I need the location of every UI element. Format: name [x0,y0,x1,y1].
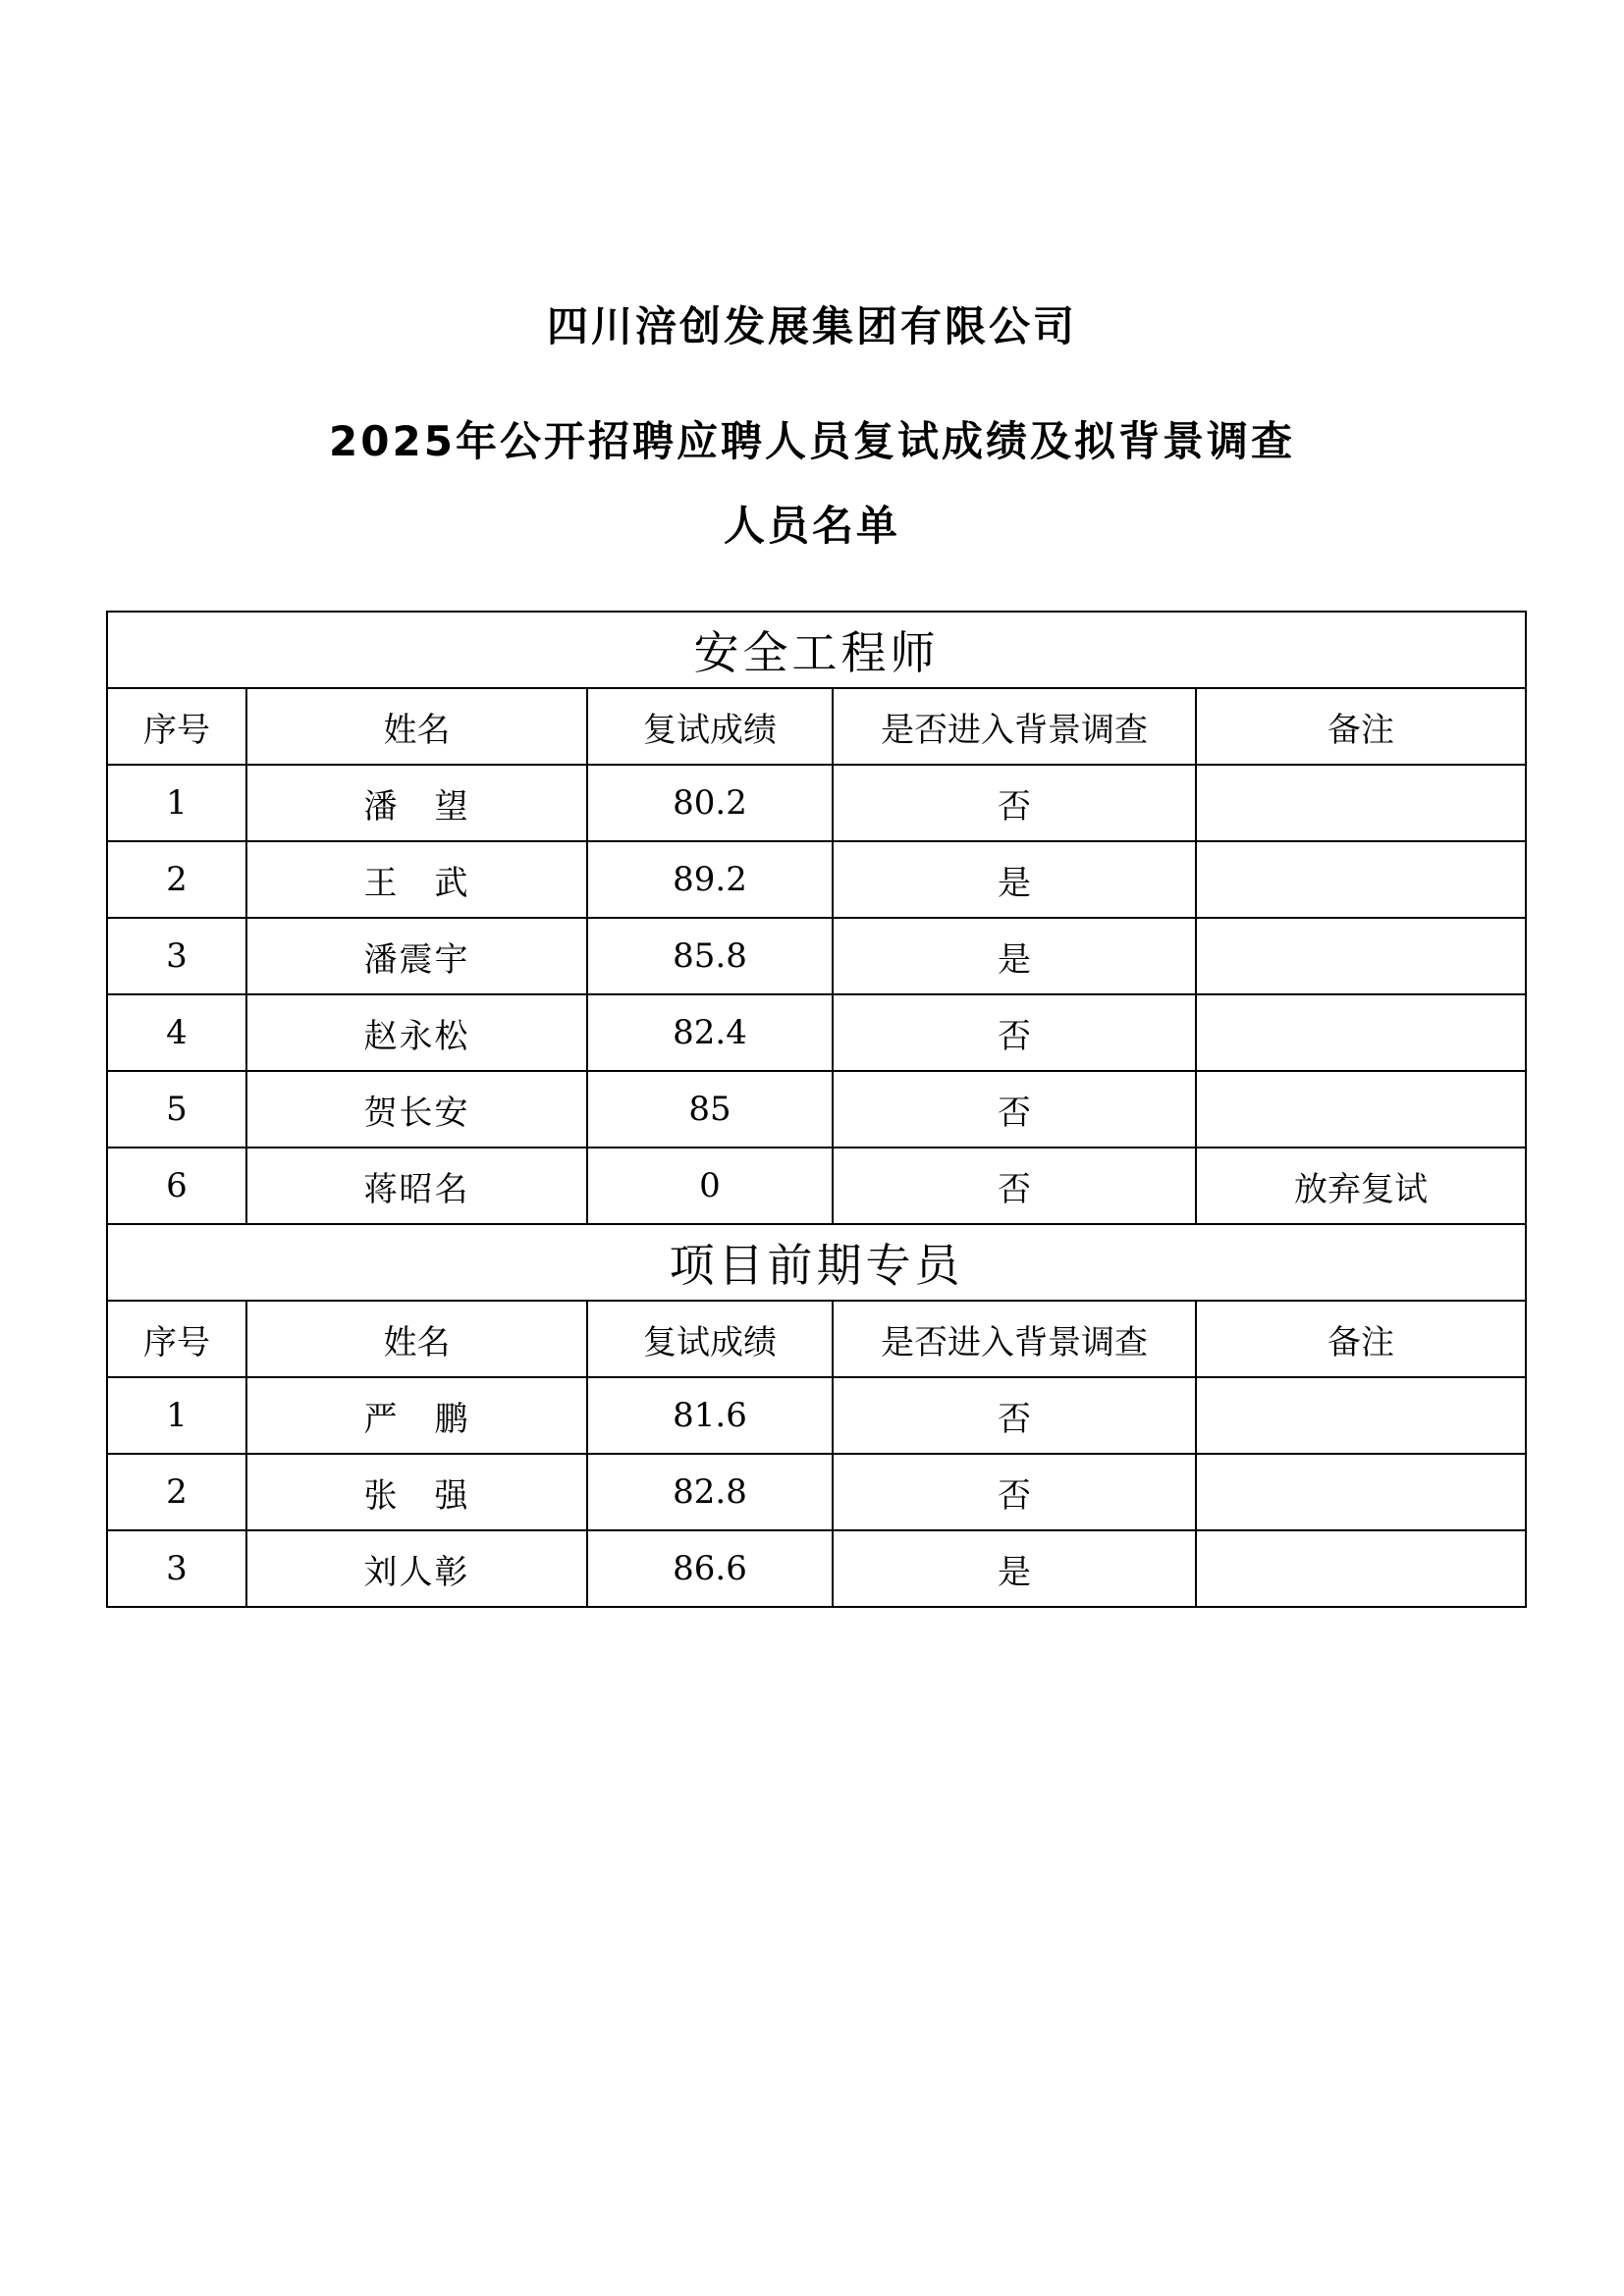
table-row [107,1071,1526,1148]
table-header-row [107,1301,1526,1377]
cell-background-check: 否 [833,1377,1196,1454]
document-title-company: 四川涪创发展集团有限公司 [546,302,1077,350]
cell-name: 蒋昭名 [246,1148,587,1224]
section-title-row [107,1224,1526,1301]
table-row [107,1148,1526,1224]
table-row [107,1530,1526,1607]
cell-background-check: 否 [833,1454,1196,1530]
cell-name: 王 武 [246,841,587,918]
cell-remark: 放弃复试 [1196,1148,1526,1224]
column-header-name: 姓名 [246,1301,587,1377]
cell-score: 80.2 [587,765,833,841]
cell-background-check: 是 [833,918,1196,994]
cell-background-check: 是 [833,841,1196,918]
column-header-index: 序号 [107,688,246,765]
cell-score: 82.4 [587,994,833,1071]
cell-remark [1196,994,1526,1071]
document-title-subject: 2025年公开招聘应聘人员复试成绩及拟背景调查 [329,417,1295,465]
table-row [107,1454,1526,1530]
cell-score: 85 [587,1071,833,1148]
cell-index: 1 [107,1377,246,1454]
section-title: 项目前期专员 [107,1224,1526,1301]
column-header-background-check: 是否进入背景调查 [833,688,1196,765]
column-header-name: 姓名 [246,688,587,765]
results-table [106,611,1527,1608]
cell-index: 3 [107,918,246,994]
cell-name: 潘震宇 [246,918,587,994]
cell-remark [1196,1377,1526,1454]
cell-remark [1196,1530,1526,1607]
table-row [107,994,1526,1071]
table-header-row [107,688,1526,765]
cell-name: 潘 望 [246,765,587,841]
cell-score: 0 [587,1148,833,1224]
cell-background-check: 否 [833,994,1196,1071]
cell-background-check: 是 [833,1530,1196,1607]
cell-name: 张 强 [246,1454,587,1530]
cell-background-check: 否 [833,1071,1196,1148]
cell-name: 赵永松 [246,994,587,1071]
cell-score: 85.8 [587,918,833,994]
table-row [107,765,1526,841]
section-title: 安全工程师 [107,612,1526,688]
cell-name: 贺长安 [246,1071,587,1148]
table-row [107,1377,1526,1454]
cell-score: 81.6 [587,1377,833,1454]
column-header-score: 复试成绩 [587,1301,833,1377]
cell-name: 严 鹏 [246,1377,587,1454]
cell-score: 86.6 [587,1530,833,1607]
table-row [107,841,1526,918]
cell-index: 1 [107,765,246,841]
cell-index: 6 [107,1148,246,1224]
cell-remark [1196,765,1526,841]
cell-remark [1196,1071,1526,1148]
cell-background-check: 否 [833,765,1196,841]
cell-index: 2 [107,841,246,918]
document-title-list: 人员名单 [723,502,900,550]
cell-index: 4 [107,994,246,1071]
cell-index: 5 [107,1071,246,1148]
table-row [107,918,1526,994]
cell-score: 89.2 [587,841,833,918]
column-header-remark: 备注 [1196,1301,1526,1377]
cell-remark [1196,1454,1526,1530]
section-title-row [107,612,1526,688]
column-header-score: 复试成绩 [587,688,833,765]
cell-index: 3 [107,1530,246,1607]
column-header-index: 序号 [107,1301,246,1377]
cell-remark [1196,918,1526,994]
cell-score: 82.8 [587,1454,833,1530]
cell-remark [1196,841,1526,918]
cell-index: 2 [107,1454,246,1530]
column-header-background-check: 是否进入背景调查 [833,1301,1196,1377]
cell-background-check: 否 [833,1148,1196,1224]
cell-name: 刘人彰 [246,1530,587,1607]
column-header-remark: 备注 [1196,688,1526,765]
